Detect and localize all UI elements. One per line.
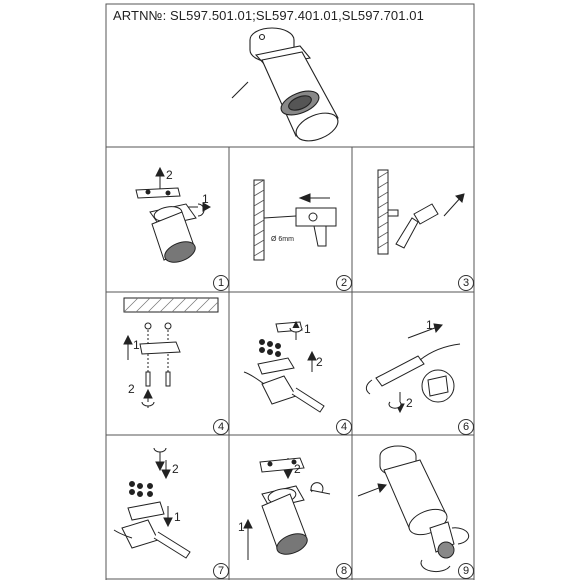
step-9-illustration [358,446,469,572]
step-7-arrow-2-label: 2 [172,462,179,476]
main-spotlight-illustration [232,28,342,146]
drill-size-label: Ø 6mm [271,236,294,243]
step-1-illustration [136,168,210,266]
step-1-arrow-2-label: 2 [166,168,173,182]
step-number-badge: 6 [458,419,474,435]
step-3-illustration [378,170,464,254]
step-8-illustration [244,458,330,560]
step-5-arrow-2-label: 2 [316,355,323,369]
step-number-badge: 3 [458,275,474,291]
step-number-badge: 8 [336,563,352,579]
step-number-badge: 9 [458,563,474,579]
step-8-arrow-1-label: 1 [238,520,245,534]
step-number-badge: 7 [213,563,229,579]
article-numbers: ARTN№: SL597.501.01;SL597.401.01,SL597.701.01 [113,8,424,23]
step-number-badge: 4 [213,419,229,435]
step-8-arrow-2-label: 2 [294,462,301,476]
step-5-wiring-illustration [244,322,324,412]
step-number-badge: 4 [336,419,352,435]
step-4-arrow-1-label: 1 [133,338,140,352]
step-4-ceiling-illustration [124,298,218,408]
step-6-connect-illustration [366,324,460,412]
step-4-arrow-2-label: 2 [128,382,135,396]
step-6-arrow-1-label: 1 [426,318,433,332]
step-5-arrow-1-label: 1 [304,322,311,336]
step-6-arrow-2-label: 2 [406,396,413,410]
step-7-arrow-1-label: 1 [174,510,181,524]
step-1-arrow-1-label: 1 [202,192,209,206]
step-2-illustration [254,180,336,260]
step-number-badge: 2 [336,275,352,291]
step-number-badge: 1 [213,275,229,291]
